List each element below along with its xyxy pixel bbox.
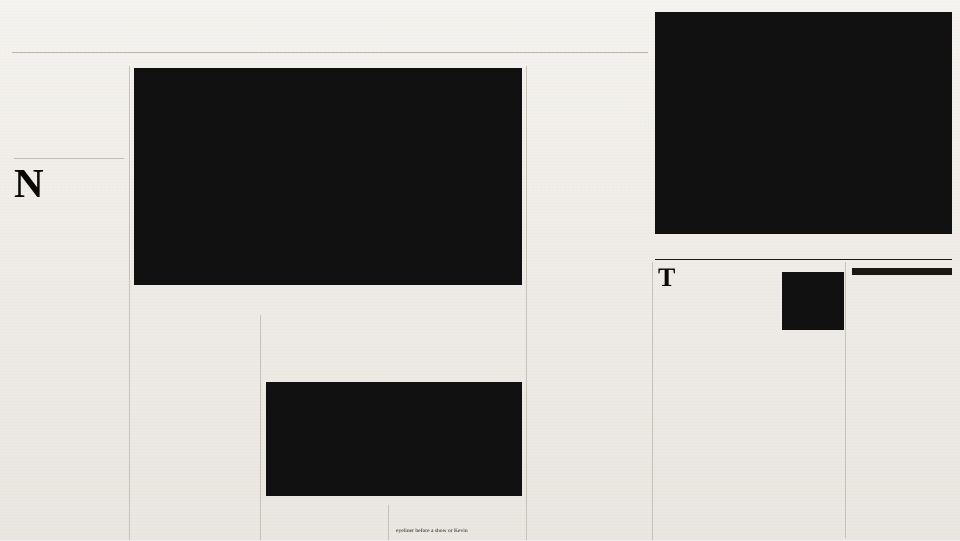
body-column-2b bbox=[266, 530, 388, 541]
body-column-3 bbox=[531, 68, 649, 540]
byline bbox=[14, 140, 126, 141]
column-rule-2 bbox=[260, 315, 261, 540]
photo-bruce-springsteen bbox=[655, 12, 952, 234]
sidebar-rock-photography bbox=[852, 268, 952, 538]
byline-rule bbox=[14, 158, 124, 159]
sidebar-top-bar bbox=[852, 268, 952, 275]
column-rule-4 bbox=[652, 262, 653, 540]
drop-cap-t: T bbox=[658, 266, 676, 292]
body-column-4b bbox=[782, 392, 844, 540]
column-rule-1 bbox=[129, 66, 130, 540]
headline-rule bbox=[12, 52, 648, 53]
sidebar-rule bbox=[845, 262, 846, 538]
column-rule-2b bbox=[388, 505, 389, 540]
photo-morrison-hotel bbox=[266, 382, 522, 496]
body-column-2 bbox=[134, 315, 256, 540]
photo-led-zeppelin bbox=[134, 68, 522, 285]
body-column-1 bbox=[14, 166, 126, 540]
caption-rule bbox=[655, 259, 952, 260]
column-rule-3 bbox=[526, 66, 527, 540]
body-column-3-foot bbox=[396, 528, 522, 541]
photo-stevie-nicks bbox=[782, 272, 844, 330]
drop-cap-n: N bbox=[14, 166, 44, 206]
paragraph: eyeliner before a show or Kevin bbox=[396, 528, 468, 534]
body-column-4 bbox=[658, 266, 776, 540]
